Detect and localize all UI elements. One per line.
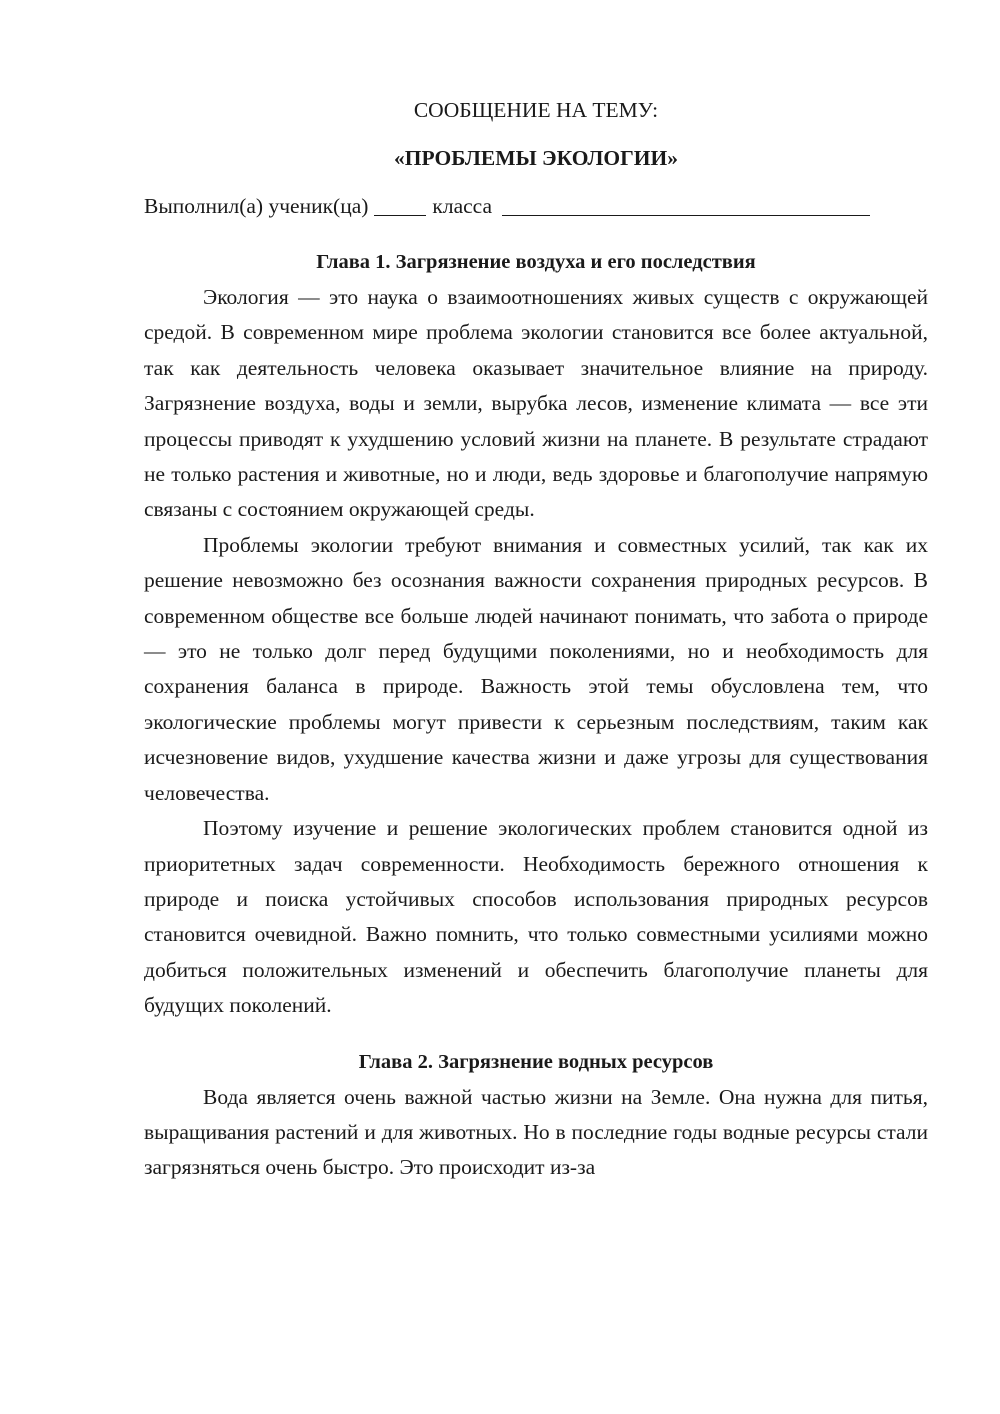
author-line: [144, 188, 928, 224]
chapter-2-heading: Глава 2. Загрязнение водных ресурсов: [358, 1050, 714, 1073]
chapter-2-paragraph-1: Вода является очень важной частью жизни на Земле. Она нужна для питья, выращивания растений и для животных. Но в последние годы водные ресурсы стали загрязняться очень быстро. Это происходит из-за: [144, 1084, 928, 1180]
author-middle: класса: [432, 194, 493, 218]
document-title-topic: «ПРОБЛЕМЫ ЭКОЛОГИИ»: [394, 146, 678, 170]
chapter-1-paragraph-1: Экология — это наука о взаимоотношениях живых существ с окружающей средой. В современном мире проблема экологии становится все более актуальной, так как деятельность человека оказывает значительное влияние на природу. Загрязнение воздуха, воды и земли, вырубка лесов, изменение климата — все эти процессы приводят к ухудшению условий жизни на планете. В результате страдают не только растения и животные, но и люди, ведь здоровье и благополучие напрямую связаны с состоянием окружающей среды.: [144, 285, 928, 522]
grade-blank: [374, 193, 426, 216]
chapter-1-paragraph-2: Проблемы экологии требуют внимания и совместных усилий, так как их решение невозможно без осознания важности сохранения природных ресурсов. В современном обществе все больше людей начинают понимать, что забота о природе — это не только долг перед будущими поколениями, но и необходимость для сохранения баланса в природе. Важность этой темы обусловлена тем, что экологические проблемы могут привести к серьезным последствиям, таким как исчезновение видов, ухудшение качества жизни и даже угрозы для существования человечества.: [144, 532, 928, 805]
name-blank: [502, 193, 870, 216]
author-prefix: Выполнил(а) ученик(ца): [144, 194, 369, 218]
document-content: [144, 92, 928, 1186]
document-title-line1: СООБЩЕНИЕ НА ТЕМУ:: [413, 98, 659, 122]
chapter-1-paragraph-3: Поэтому изучение и решение экологических проблем становится одной из приоритетных задач современности. Необходимость бережного отношения к природе и поиска устойчивых способов использования природных ресурсов становится очевидной. Важно помнить, что только совместными усилиями можно добиться положительных изменений и обеспечить благополучие планеты для будущих поколений.: [144, 816, 928, 1018]
chapter-1-heading: Глава 1. Загрязнение воздуха и его последствия: [316, 251, 756, 273]
